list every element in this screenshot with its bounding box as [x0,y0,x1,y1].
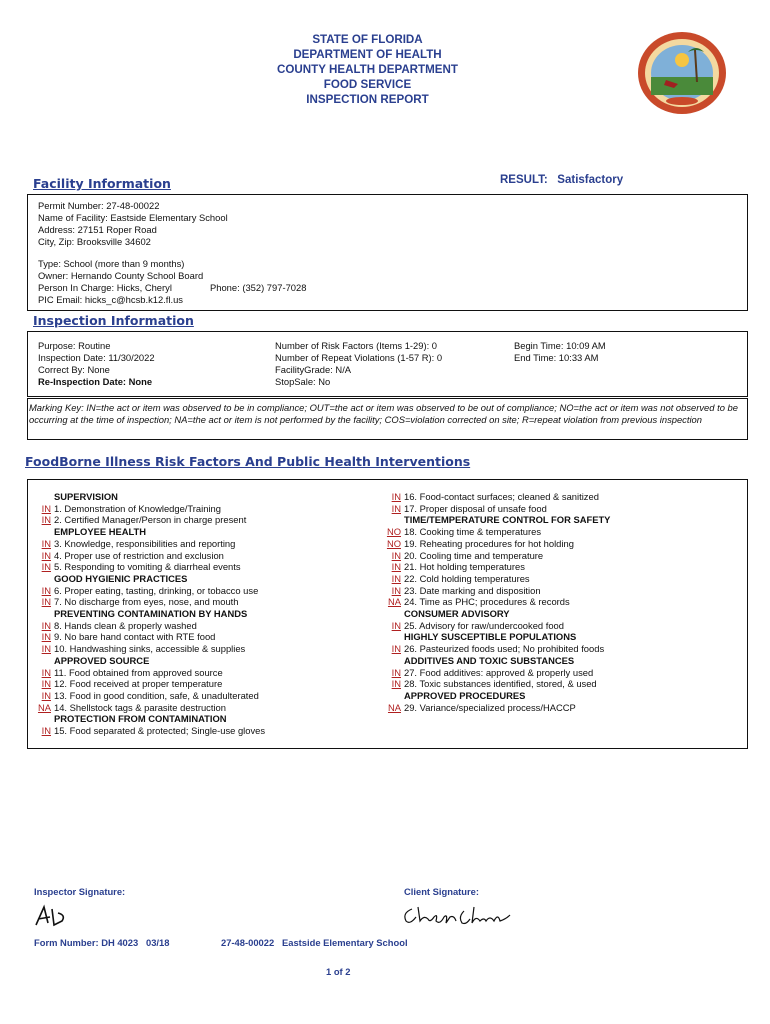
header-line: FOOD SERVICE [323,78,412,91]
risk-item-status: IN [41,631,51,643]
risk-item-status: IN [41,666,51,678]
risk-category-heading: GOOD HYGIENIC PRACTICES [54,572,188,584]
risk-item-status: IN [391,619,401,631]
facility-address: Address: 27151 Roper Road [38,224,157,235]
facility-info-box [27,194,748,311]
risk-item-status: IN [41,514,51,526]
facility-owner: Owner: Hernando County School Board [38,270,204,281]
risk-item-text: 1. Demonstration of Knowledge/Training [54,502,221,514]
person-in-charge: Person In Charge: Hicks, Cheryl [38,282,172,293]
risk-item-text: 17. Proper disposal of unsafe food [404,502,547,514]
risk-item-status: IN [391,561,401,573]
risk-item-text: 3. Knowledge, responsibilities and reporting [54,537,236,549]
risk-category-heading: EMPLOYEE HEALTH [54,526,147,538]
risk-category-heading: PREVENTING CONTAMINATION BY HANDS [54,608,248,620]
risk-item-text: 2. Certified Manager/Person in charge present [54,514,247,526]
client-signature-image [400,903,520,931]
risk-item-text: 9. No bare hand contact with RTE food [54,631,216,643]
risk-item [33,550,265,562]
marking-key-text: Marking Key: IN=the act or item was observed to be in compliance; OUT=the act or item was observed to be out of compliance; NO=the act or item was not observed to be occurring at the time of inspection; NA=the act or item is not performed by the facility; COS=violation corrected on site; R=repeat violation from previous inspection [29,402,738,425]
risk-item [33,596,265,608]
risk-category-heading: APPROVED SOURCE [54,654,150,666]
inspection-info-box [27,331,748,397]
risk-factors-section-title: FoodBorne Illness Risk Factors And Public Health Interventions [25,454,471,469]
risk-factors-box [27,479,748,749]
risk-item-text: 12. Food received at proper temperature [54,678,223,690]
risk-item-text: 13. Food in good condition, safe, & unadulterated [54,689,259,701]
risk-item-status: IN [41,619,51,631]
risk-item-text: 25. Advisory for raw/undercooked food [404,619,564,631]
risk-item-text: 11. Food obtained from approved source [54,666,223,678]
risk-item-status: IN [391,549,401,561]
risk-item [33,585,265,597]
header-line: STATE OF FLORIDA [312,33,423,46]
risk-item-status: NA [387,596,401,608]
risk-item [33,643,265,655]
risk-item-status: IN [391,678,401,690]
risk-item [33,620,265,632]
risk-item [383,550,610,562]
risk-item-status: NA [37,701,51,713]
risk-item [383,643,610,655]
risk-item-text: 7. No discharge from eyes, nose, and mouth [54,596,239,608]
risk-item [383,620,610,632]
page-number: 1 of 2 [326,966,351,977]
permit-number: Permit Number: 27-48-00022 [38,200,160,211]
risk-item-status: IN [41,537,51,549]
end-time: End Time: 10:33 AM [514,352,599,363]
risk-item [33,503,265,515]
facility-name: Name of Facility: Eastside Elementary School [38,212,228,223]
risk-category-heading: SUPERVISION [54,491,118,502]
risk-category-heading: HIGHLY SUSCEPTIBLE POPULATIONS [404,631,577,643]
begin-time: Begin Time: 10:09 AM [514,340,606,351]
risk-item-text: 28. Toxic substances identified, stored, & used [404,678,597,690]
risk-item-status: IN [41,549,51,561]
risk-item-text: 19. Reheating procedures for hot holding [404,537,574,549]
risk-item [33,514,265,526]
risk-category-heading: ADDITIVES AND TOXIC SUBSTANCES [404,654,575,666]
risk-item-text: 5. Responding to vomiting & diarrheal events [54,561,241,573]
risk-item [383,538,610,550]
risk-item-text: 14. Shellstock tags & parasite destruction [54,701,226,713]
risk-item-status: IN [41,725,51,737]
risk-item [383,491,610,503]
risk-item-status: IN [41,561,51,573]
facility-grade: FacilityGrade: N/A [275,364,352,375]
risk-item [33,667,265,679]
risk-item [33,725,265,737]
footer-facility-reference: 27-48-00022 Eastside Elementary School [221,937,408,948]
risk-item-status: IN [41,678,51,690]
risk-item [383,678,610,690]
risk-factors-right-column [383,491,610,713]
risk-item [33,631,265,643]
risk-item [33,690,265,702]
header-line: INSPECTION REPORT [306,93,429,106]
risk-item [383,526,610,538]
risk-item-text: 18. Cooking time & temperatures [404,526,542,538]
repeat-violation-count: Number of Repeat Violations (1-57 R): 0 [275,352,443,363]
risk-item-text: 23. Date marking and disposition [404,584,541,596]
risk-item-text: 15. Food separated & protected; Single-use gloves [54,725,266,737]
risk-item-status: NO [386,537,401,549]
risk-item-text: 10. Handwashing sinks, accessible & supplies [54,643,246,655]
risk-factors-left-column [33,491,265,737]
inspection-date: Inspection Date: 11/30/2022 [38,352,155,363]
risk-item-status: NO [386,526,401,538]
risk-item-status: IN [41,596,51,608]
result-line [500,174,623,186]
reinspection-date: Re-Inspection Date: None [38,376,153,387]
inspector-signature-image [32,903,72,931]
risk-item-status: IN [41,689,51,701]
inspection-purpose: Purpose: Routine [38,340,111,351]
risk-category-heading: CONSUMER ADVISORY [404,608,510,620]
risk-item-status: IN [391,666,401,678]
risk-item-status: IN [391,502,401,514]
risk-category-heading: APPROVED PROCEDURES [404,689,526,701]
risk-factor-count: Number of Risk Factors (Items 1-29): 0 [275,340,438,351]
risk-item-text: 21. Hot holding temperatures [404,561,525,573]
risk-item [383,596,610,608]
risk-item-text: 4. Proper use of restriction and exclusion [54,549,224,561]
risk-item-text: 16. Food-contact surfaces; cleaned & sanitized [404,491,599,502]
report-header [230,32,505,107]
risk-item [33,561,265,573]
result-value: Satisfactory [557,174,624,186]
risk-item-text: 8. Hands clean & properly washed [54,619,197,631]
inspector-signature-label: Inspector Signature: [34,886,126,897]
risk-item-status: IN [391,491,401,502]
risk-item-status: IN [41,502,51,514]
risk-item [383,667,610,679]
risk-item-text: 27. Food additives: approved & properly used [404,666,594,678]
risk-item-text: 22. Cold holding temperatures [404,572,530,584]
header-line: COUNTY HEALTH DEPARTMENT [277,63,458,76]
risk-item [33,702,265,714]
form-number: Form Number: DH 4023 03/18 [34,937,170,948]
risk-item [33,538,265,550]
facility-phone: Phone: (352) 797-7028 [210,282,307,293]
risk-item-text: 29. Variance/specialized process/HACCP [404,701,576,713]
risk-item [383,503,610,515]
facility-section-title: Facility Information [33,176,171,191]
risk-item [383,585,610,597]
risk-item-text: 24. Time as PHC; procedures & records [404,596,570,608]
risk-item-status: IN [391,584,401,596]
risk-item [383,573,610,585]
risk-item [383,561,610,573]
stop-sale: StopSale: No [275,376,331,387]
risk-item-status: IN [391,643,401,655]
risk-category-heading: TIME/TEMPERATURE CONTROL FOR SAFETY [404,514,611,526]
inspection-section-title: Inspection Information [33,313,194,328]
risk-item-status: IN [41,643,51,655]
risk-item-text: 20. Cooling time and temperature [404,549,544,561]
header-line: DEPARTMENT OF HEALTH [293,48,442,61]
marking-key-box [27,398,748,440]
risk-item-text: 6. Proper eating, tasting, drinking, or tobacco use [54,584,259,596]
facility-type: Type: School (more than 9 months) [38,258,185,269]
facility-city-zip: City, Zip: Brooksville 34602 [38,236,151,247]
risk-category-heading: PROTECTION FROM CONTAMINATION [54,713,227,725]
result-label: RESULT: [500,174,548,186]
correct-by: Correct By: None [38,364,110,375]
risk-item-status: IN [41,584,51,596]
pic-email: PIC Email: hicks_c@hcsb.k12.fl.us [38,294,183,305]
risk-item-status: IN [391,572,401,584]
florida-seal-icon [636,30,728,116]
risk-item [383,702,610,714]
risk-item-status: NA [387,701,401,713]
client-signature-label: Client Signature: [404,886,480,897]
risk-item-text: 26. Pasteurized foods used; No prohibited foods [404,643,605,655]
risk-item [33,678,265,690]
